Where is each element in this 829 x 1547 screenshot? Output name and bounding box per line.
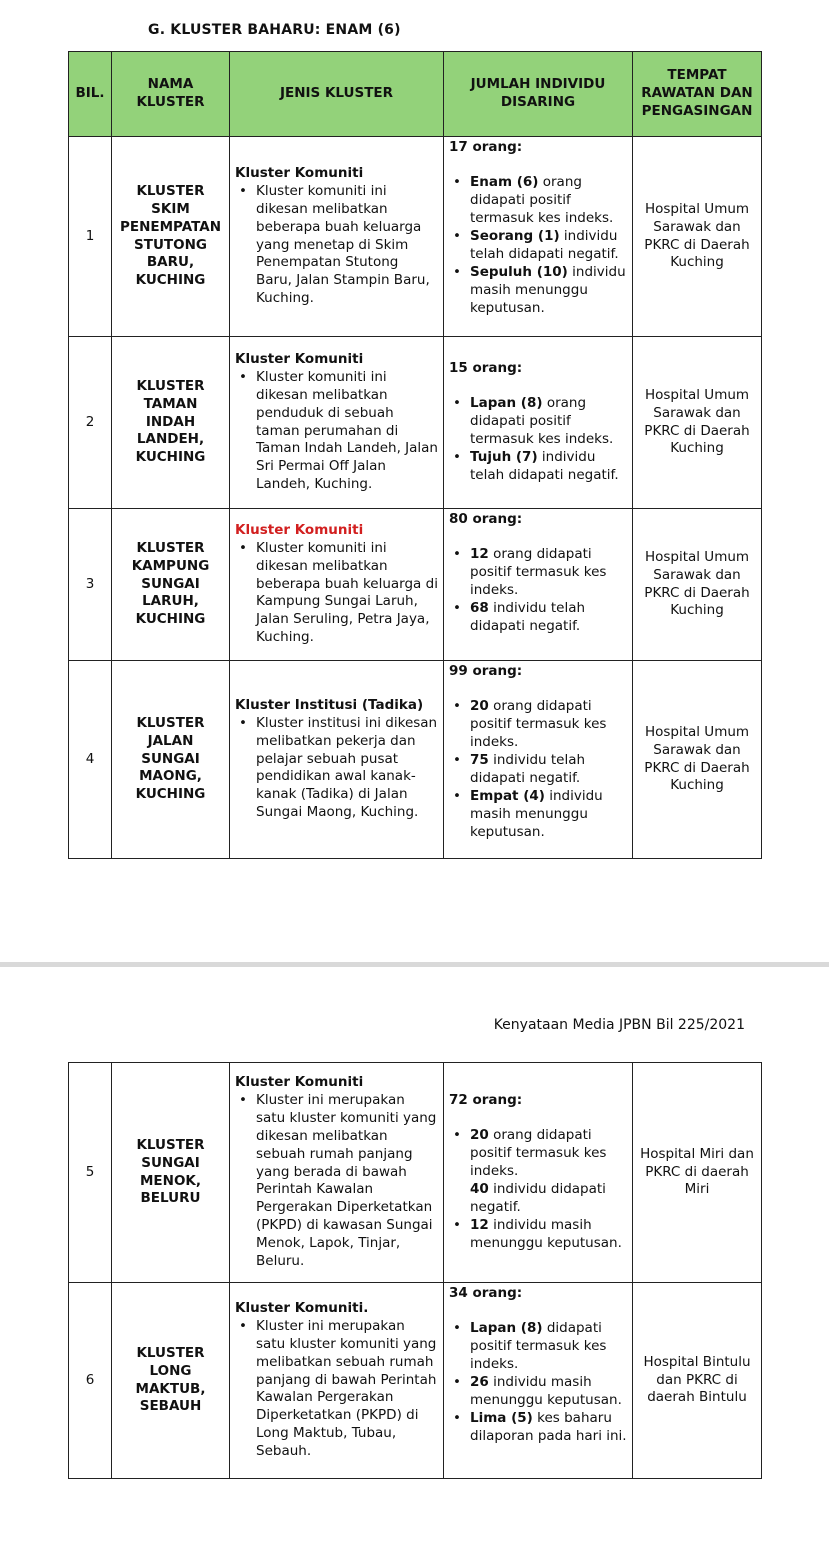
header-tempat-rawatan: TEMPAT RAWATAN DAN PENGASINGAN [633, 52, 762, 137]
cluster-name: KLUSTER JALAN SUNGAI MAONG, KUCHING [112, 661, 230, 859]
row-number: 6 [69, 1283, 112, 1479]
treatment-location: Hospital Bintulu dan PKRC di daerah Bintulu [633, 1283, 762, 1479]
screened-count-cell [444, 661, 633, 859]
header-nama-kluster: NAMA KLUSTER [112, 52, 230, 137]
screened-item: • 12 orang didapati positif termasuk kes indeks. [470, 546, 627, 600]
screened-item: • 75 individu telah didapati negatif. [470, 752, 627, 788]
cluster-type-cell [230, 509, 444, 661]
treatment-location: Hospital Umum Sarawak dan PKRC di Daerah Kuching [633, 337, 762, 509]
screened-total: 80 orang: [449, 511, 523, 527]
cluster-name: KLUSTER KAMPUNG SUNGAI LARUH, KUCHING [112, 509, 230, 661]
row-number: 1 [69, 137, 112, 337]
screened-count-cell [444, 337, 633, 509]
table-header-row [69, 52, 762, 137]
cluster-description: • Kluster institusi ini dikesan melibatkan pekerja dan pelajar sebuah pusat pendidikan awal kanak-kanak (Tadika) di Jalan Sungai Maong, Kuching. [256, 715, 438, 823]
screened-total: 17 orang: [449, 139, 523, 155]
table-row [69, 661, 762, 859]
cluster-type-title: Kluster Komuniti [235, 164, 364, 181]
screened-item: • Lima (5) kes baharu dilaporan pada hari ini. [470, 1410, 627, 1446]
cluster-type-title: Kluster Komuniti [235, 1073, 364, 1090]
cluster-type-cell [230, 337, 444, 509]
document-page-2 [0, 967, 829, 1547]
screened-item: 40 individu didapati negatif. [470, 1181, 606, 1215]
cluster-table-page-2 [68, 1062, 762, 1479]
cluster-type-title: Kluster Komuniti [235, 350, 364, 367]
cluster-description: • Kluster komuniti ini dikesan melibatkan beberapa buah keluarga di Kampung Sungai Laruh, Jalan Seruling, Petra Jaya, Kuching. [256, 540, 438, 648]
header-jumlah-individu: JUMLAH INDIVIDU DISARING [444, 52, 633, 137]
cluster-description: • Kluster komuniti ini dikesan melibatkan penduduk di sebuah taman perumahan di Taman Indah Landeh, Jalan Sri Permai Off Jalan Landeh, Kuching. [256, 369, 438, 495]
cluster-name: KLUSTER SKIM PENEMPATAN STUTONG BARU, KUCHING [112, 137, 230, 337]
screened-item: • Lapan (8) orang didapati positif termasuk kes indeks. [470, 395, 627, 449]
screened-total: 34 orang: [449, 1285, 523, 1301]
screened-item: • Tujuh (7) individu telah didapati negatif. [470, 449, 627, 485]
screened-item: • Enam (6) orang didapati positif termasuk kes indeks. [470, 174, 627, 228]
header-bil: BIL. [69, 52, 112, 137]
screened-item: • 12 individu masih menunggu keputusan. [470, 1217, 627, 1253]
treatment-location: Hospital Umum Sarawak dan PKRC di Daerah Kuching [633, 661, 762, 859]
treatment-location: Hospital Miri dan PKRC di daerah Miri [633, 1063, 762, 1283]
screened-item: • 68 individu telah didapati negatif. [470, 600, 627, 636]
screened-item: • Sepuluh (10) individu masih menunggu keputusan. [470, 264, 627, 318]
cluster-name: KLUSTER SUNGAI MENOK, BELURU [112, 1063, 230, 1283]
screened-item: • 26 individu masih menunggu keputusan. [470, 1374, 627, 1410]
screened-total: 99 orang: [449, 663, 523, 679]
table-row [69, 337, 762, 509]
row-number: 3 [69, 509, 112, 661]
screened-count-cell [444, 137, 633, 337]
treatment-location: Hospital Umum Sarawak dan PKRC di Daerah Kuching [633, 137, 762, 337]
cluster-name: KLUSTER LONG MAKTUB, SEBAUH [112, 1283, 230, 1479]
table-row [69, 509, 762, 661]
screened-total: 72 orang: [449, 1092, 523, 1109]
row-number: 5 [69, 1063, 112, 1283]
cluster-description: • Kluster ini merupakan satu kluster komuniti yang dikesan melibatkan sebuah rumah panjang yang berada di bawah Perintah Kawalan Pergerakan Diperketatkan (PKPD) di kawasan Sungai Menok, Lapok, Tinjar, Beluru. [256, 1092, 438, 1272]
cluster-type-title: Kluster Komuniti [235, 521, 364, 538]
table-row [69, 137, 762, 337]
screened-total: 15 orang: [449, 360, 523, 377]
screened-item: • Lapan (8) didapati positif termasuk kes indeks. [470, 1320, 627, 1374]
cluster-type-cell [230, 1063, 444, 1283]
cluster-table-page-1 [68, 51, 762, 859]
cluster-type-title: Kluster Institusi (Tadika) [235, 696, 424, 713]
screened-item: • 20 orang didapati positif termasuk kes indeks. [470, 1127, 627, 1181]
screened-item: • Empat (4) individu masih menunggu keputusan. [470, 788, 627, 842]
cluster-description: • Kluster komuniti ini dikesan melibatkan beberapa buah keluarga yang menetap di Skim Penempatan Stutong Baru, Jalan Stampin Baru, Kuching. [256, 183, 438, 309]
section-heading: G. KLUSTER BAHARU: ENAM (6) [148, 22, 401, 38]
table-row [69, 1283, 762, 1479]
screened-count-cell [444, 1063, 633, 1283]
screened-item: • 20 orang didapati positif termasuk kes indeks. [470, 698, 627, 752]
treatment-location: Hospital Umum Sarawak dan PKRC di Daerah Kuching [633, 509, 762, 661]
cluster-type-title: Kluster Komuniti. [235, 1299, 369, 1316]
cluster-description: • Kluster ini merupakan satu kluster komuniti yang melibatkan sebuah rumah panjang di bawah Perintah Kawalan Pergerakan Diperketatkan (PKPD) di Long Maktub, Tubau, Sebauh. [256, 1318, 438, 1462]
screened-count-cell [444, 1283, 633, 1479]
cluster-type-cell [230, 137, 444, 337]
table-row [69, 1063, 762, 1283]
media-statement-reference: Kenyataan Media JPBN Bil 225/2021 [493, 1017, 745, 1033]
row-number: 2 [69, 337, 112, 509]
cluster-type-cell [230, 661, 444, 859]
cluster-type-cell [230, 1283, 444, 1479]
screened-count-cell [444, 509, 633, 661]
screened-item: • Seorang (1) individu telah didapati negatif. [470, 228, 627, 264]
header-jenis-kluster: JENIS KLUSTER [230, 52, 444, 137]
cluster-name: KLUSTER TAMAN INDAH LANDEH, KUCHING [112, 337, 230, 509]
row-number: 4 [69, 661, 112, 859]
